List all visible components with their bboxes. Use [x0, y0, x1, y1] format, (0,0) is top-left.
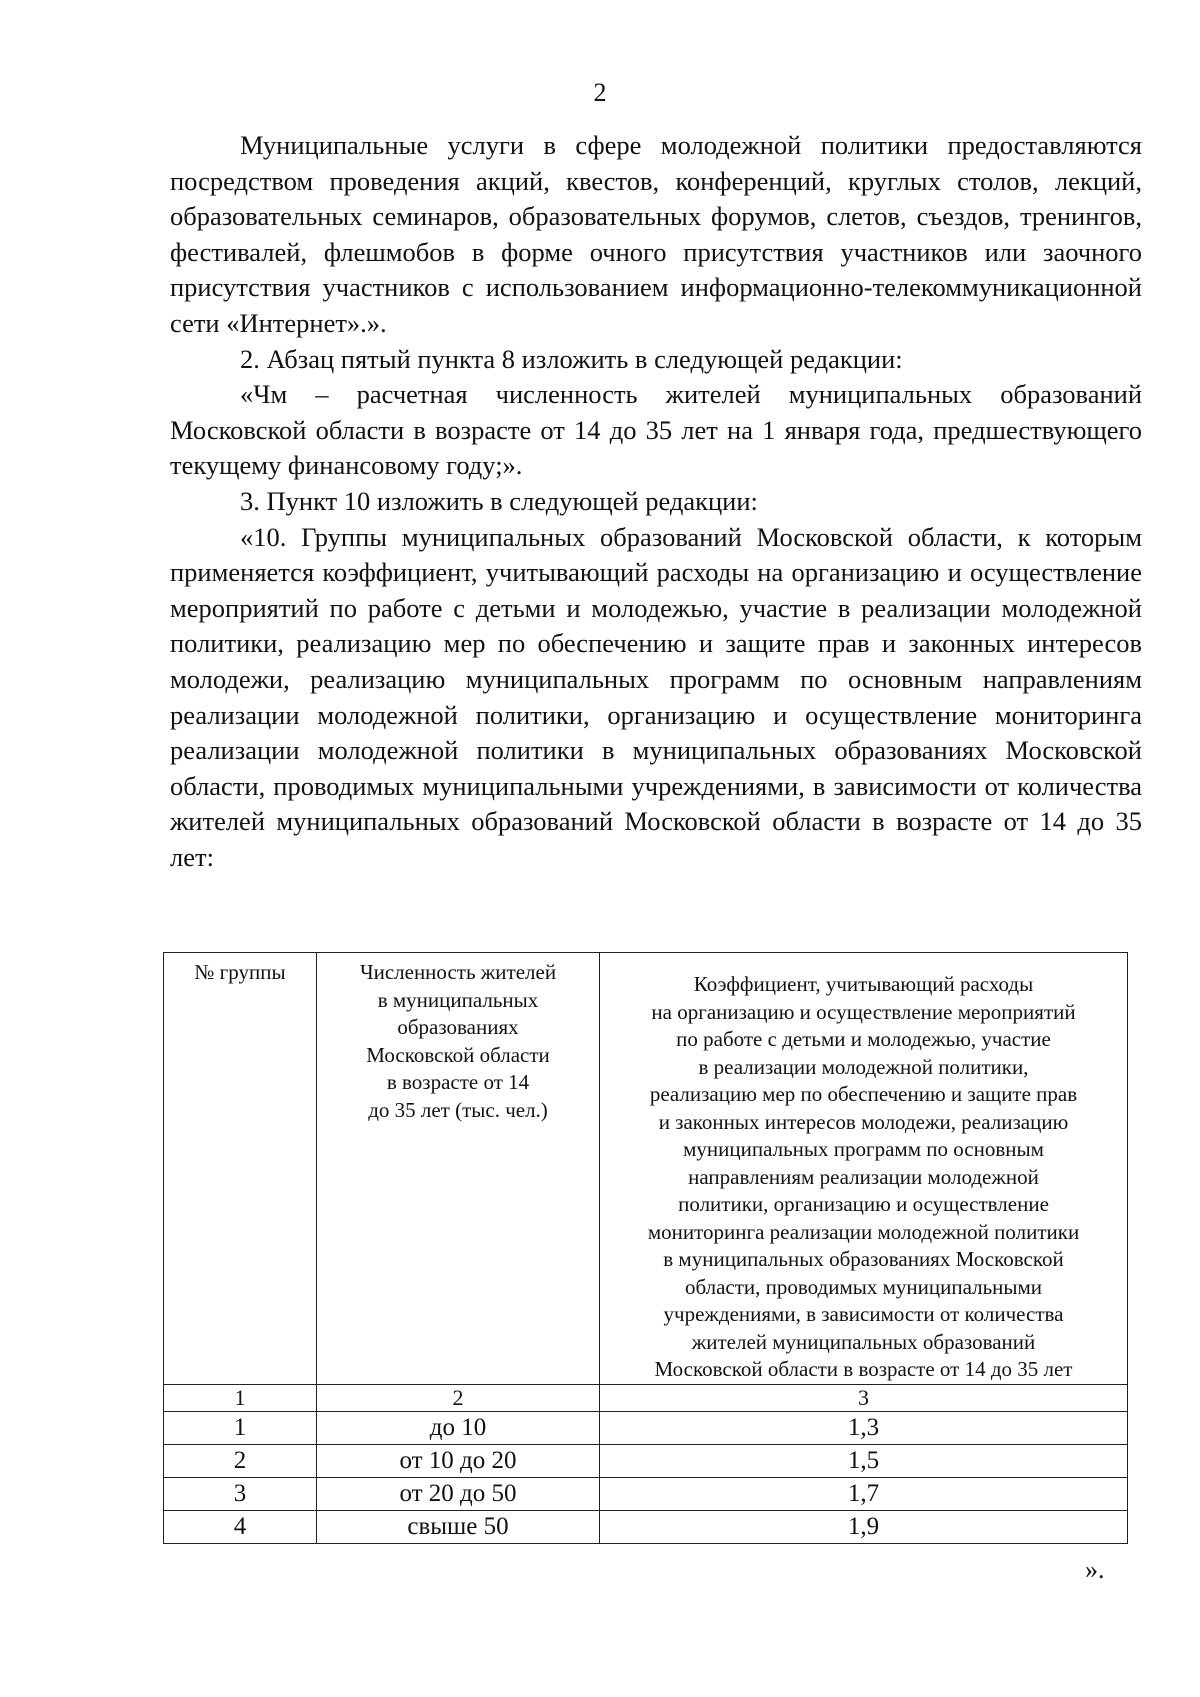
header-coefficient	[600, 953, 1128, 1385]
header-coefficient-line: направлениям реализации молодежной	[688, 1164, 1039, 1189]
cell-population: от 20 до 50	[317, 1477, 600, 1510]
cell-group: 2	[164, 1444, 317, 1477]
paragraph-chm-definition: «Чм – расчетная численность жителей муниципальных образований Московской области в возрасте от 14 до 35 лет на 1 января года, предшествующего текущему финансовому году;».	[170, 379, 1142, 481]
header-coefficient-line: политики, организацию и осуществление	[678, 1192, 1049, 1216]
cell-coefficient: 1,7	[600, 1477, 1128, 1510]
header-coefficient-line: и законных интересов молодежи, реализацию	[658, 1109, 1069, 1134]
body-text	[170, 128, 1142, 875]
header-population	[317, 953, 600, 1385]
cell-group: 4	[164, 1510, 317, 1543]
header-population-line: в возрасте от 14	[386, 1070, 530, 1094]
paragraph-amend-item-8: 2. Абзац пятый пункта 8 изложить в следующей редакции:	[240, 343, 903, 374]
column-number: 2	[317, 1384, 600, 1411]
header-population-line: до 35 лет (тыс. чел.)	[368, 1097, 548, 1122]
cell-coefficient: 1,5	[600, 1444, 1128, 1477]
header-coefficient-line: учреждениями, в зависимости от количества	[663, 1302, 1064, 1326]
cell-group: 1	[164, 1411, 317, 1444]
header-coefficient-line: в реализации молодежной политики,	[698, 1054, 1029, 1079]
cell-population: до 10	[317, 1411, 600, 1444]
header-coefficient-line: в муниципальных образованиях Московской	[663, 1247, 1064, 1271]
paragraph-groups-definition: «10. Группы муниципальных образований Московской области, к которым применяется коэффициент, учитывающий расходы на организацию и осуществление мероприятий по работе с детьми и молодежью, участие в реализации молодежной политики, реализацию мер по обеспечению и защите прав и законных интересов молодежи, реализацию муниципальных программ по основным направлениям реализации молодежной политики, организацию и осуществление мониторинга реализации молодежной политики в муниципальных образованиях Московской области, проводимых муниципальными учреждениями, в зависимости от количества жителей муниципальных образований Московской области в возрасте от 14 до 35 лет:	[170, 521, 1142, 872]
paragraph-services: Муниципальные услуги в сфере молодежной политики предоставляются посредством проведения акций, квестов, конференций, круглых столов, лекций, образовательных семинаров, образовательных форумов, слетов, съездов, тренингов, фестивалей, флешмобов в форме очного присутствия участников или заочного присутствия участников с использованием информационно-телекоммуникационной сети «Интернет».».	[170, 130, 1142, 338]
column-number-row	[164, 1384, 1128, 1411]
header-coefficient-line: области, проводимых муниципальными	[684, 1274, 1043, 1299]
cell-group: 3	[164, 1477, 317, 1510]
header-coefficient-line: жителей муниципальных образований	[691, 1329, 1036, 1354]
coefficient-table	[163, 952, 1128, 1544]
column-number: 1	[164, 1384, 317, 1411]
table-row	[164, 1444, 1128, 1477]
header-coefficient-line: на организацию и осуществление мероприятий	[651, 999, 1076, 1024]
header-population-line: Московской области	[366, 1042, 550, 1067]
header-population-line: Численность жителей	[359, 960, 557, 984]
header-coefficient-line: Коэффициент, учитывающий расходы	[693, 972, 1034, 996]
table-row	[164, 1411, 1128, 1444]
header-population-line: образованиях	[397, 1015, 519, 1039]
header-coefficient-line: мониторинга реализации молодежной политики	[647, 1219, 1080, 1244]
header-population-line: в муниципальных	[377, 987, 539, 1012]
cell-coefficient: 1,3	[600, 1411, 1128, 1444]
header-coefficient-line: муниципальных программ по основным	[683, 1137, 1044, 1161]
table-row	[164, 1477, 1128, 1510]
page-number: 2	[593, 78, 607, 107]
table-row	[164, 1510, 1128, 1543]
header-group-number: № группы	[164, 953, 317, 1385]
header-coefficient-line: по работе с детьми и молодежью, участие	[676, 1027, 1051, 1051]
cell-population: от 10 до 20	[317, 1444, 600, 1477]
cell-population: свыше 50	[317, 1510, 600, 1543]
paragraph-amend-item-10: 3. Пункт 10 изложить в следующей редакции:	[240, 485, 758, 516]
column-number: 3	[600, 1384, 1128, 1411]
table-header-row	[164, 953, 1128, 1385]
closing-quote: ».	[1085, 1555, 1105, 1584]
header-coefficient-line: Московской области в возрасте от 14 до 35 лет	[654, 1357, 1073, 1381]
header-coefficient-line: реализацию мер по обеспечению и защите прав	[649, 1082, 1078, 1106]
cell-coefficient: 1,9	[600, 1510, 1128, 1543]
